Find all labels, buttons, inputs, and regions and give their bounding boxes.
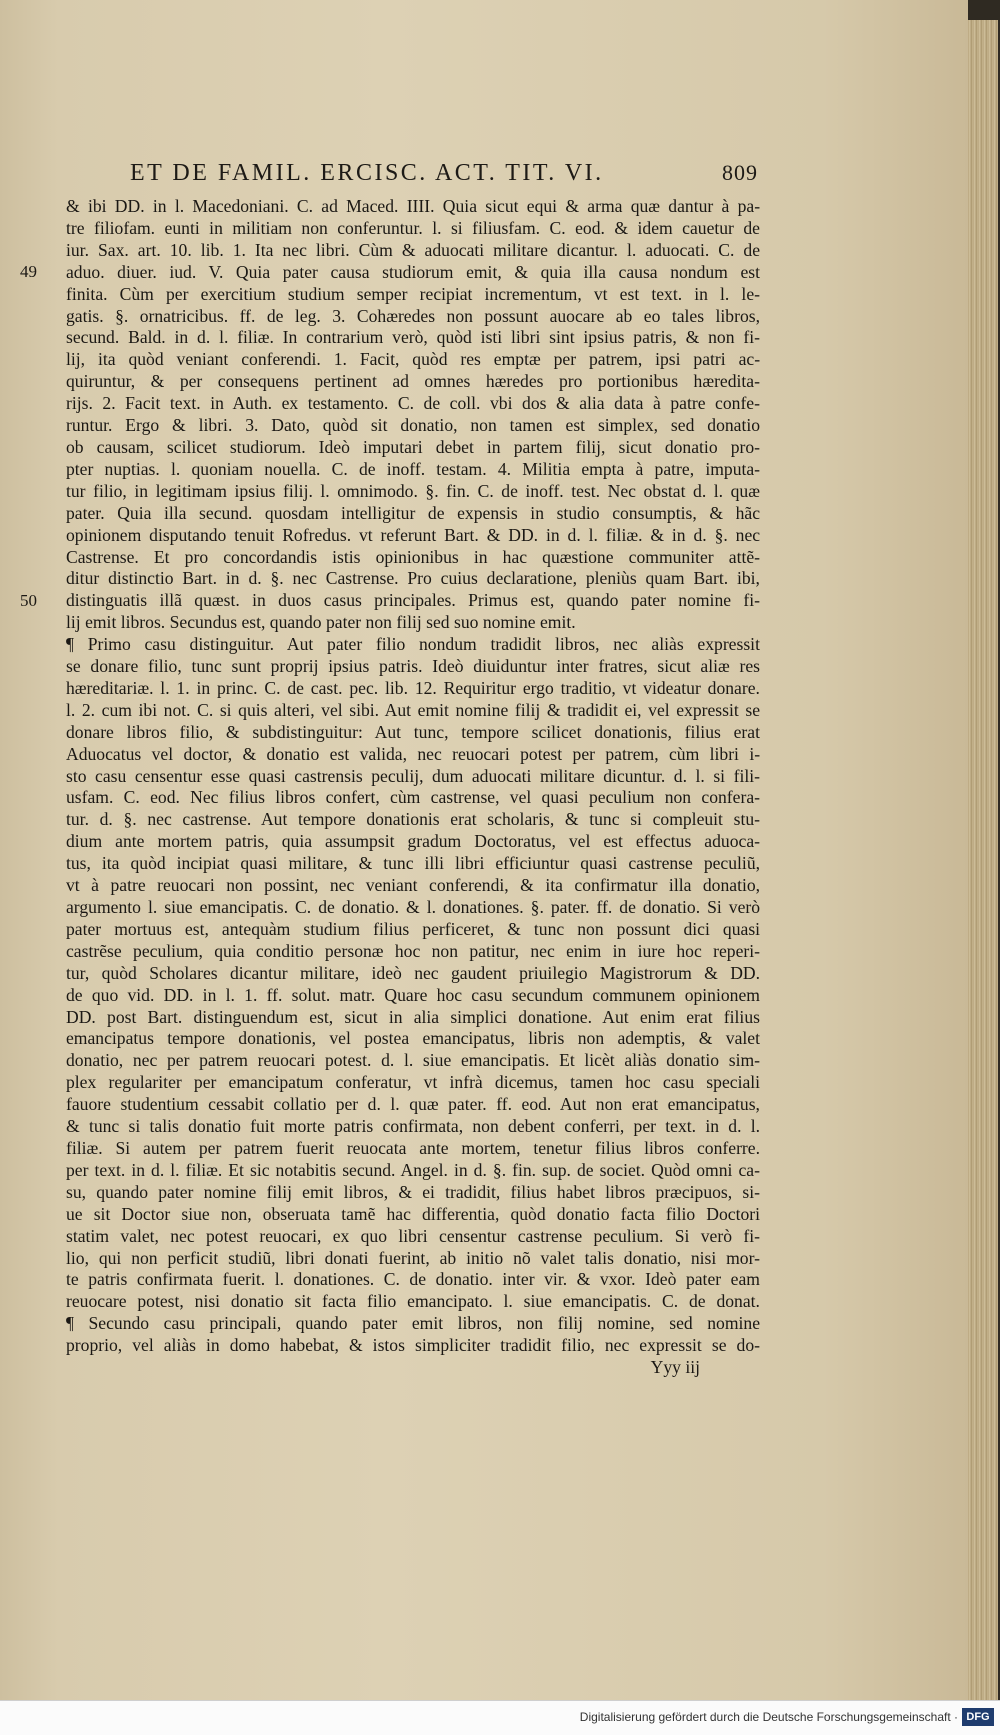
text-line: lij emit libros. Secundus est, quando pater non filij sed suo nomine emit. bbox=[66, 612, 576, 633]
text-line: tur filio, in legitimam ipsius filij. l. omnimodo. §. fin. C. de inoff. test. Nec obstat d. l. quæ bbox=[66, 480, 760, 501]
text-line: secund. Bald. in d. l. filiæ. In contrarium verò, quòd isti libri sint ipsius patris, & non fi- bbox=[66, 327, 760, 348]
text-line: l. 2. cum ibi not. C. si quis alteri, vel sibi. Aut emit nomine filij & tradidit ei, vel expressit se bbox=[66, 699, 760, 720]
margin-number-49: 49 bbox=[20, 262, 37, 281]
text-line: tre filiofam. eunti in militiam non conferuntur. l. si filiusfam. C. eod. & idem cauetur de bbox=[66, 217, 760, 238]
folio-number: 809 bbox=[722, 160, 758, 185]
text-line: plex regulariter per emancipatum conferatur, vt infrà dicemus, tamen hoc casu speciali bbox=[66, 1072, 760, 1093]
text-line: pater mortuus est, antequàm studium filius perficeret, & tunc non possunt dici quasi bbox=[66, 918, 760, 939]
page-edges bbox=[968, 20, 998, 1700]
text-line: Castrense. Et pro concordandis istis opinionibus in hac quæstione communiter attẽ- bbox=[66, 546, 760, 567]
text-line: emancipatus tempore donationis, vel postea emancipatus, libris non ademptis, & valet bbox=[66, 1028, 760, 1049]
text-line: donatio, nec per patrem reuocari potest. d. l. siue emancipatis. Et licèt aliàs donatio sim- bbox=[66, 1050, 760, 1071]
text-line: usfam. C. eod. Nec filius libros confert, cùm castrense, vel quasi peculium non confera- bbox=[66, 787, 760, 808]
text-line: per text. in d. l. filiæ. Et sic notabitis secund. Angel. in d. §. fin. sup. de societ. Quòd omni ca- bbox=[66, 1159, 760, 1180]
text-line: proprio, vel aliàs in domo habebat, & istos simpliciter tradidit filio, nec expressit se do- bbox=[66, 1335, 760, 1356]
text-line: Aduocatus vel doctor, & donatio est valida, nec reuocari potest per patrem, cùm libri i- bbox=[66, 743, 760, 764]
text-line: de quo vid. DD. in l. 1. ff. solut. matr. Quare hoc casu secundum communem opinionem bbox=[66, 984, 760, 1005]
text-line: pter nuptias. l. quoniam nouella. C. de inoff. testam. 4. Militia empta à patre, imputa- bbox=[66, 458, 760, 479]
digitization-footer bbox=[0, 1700, 1000, 1735]
page-header bbox=[130, 160, 758, 187]
text-line: quiruntur, & per consequens pertinent ad omnes hæredes pro portionibus hæredita- bbox=[66, 371, 760, 392]
text-line: filiæ. Si autem per patrem fuerit reuocata ante mortem, tenetur filius libros conferre. bbox=[66, 1137, 760, 1158]
text-line: tus, ita quòd incipiat quasi militare, & tunc illi libri efficiuntur quasi castrense peculiũ, bbox=[66, 853, 760, 874]
text-line: fauore studentium cessabit collatio per d. l. quæ pater. ff. eod. Aut non erat emancipatus, bbox=[66, 1094, 760, 1115]
text-line: lij, ita quòd veniant conferendi. 1. Facit, quòd res emptæ per patrem, ipsi patri ac- bbox=[66, 349, 760, 370]
text-line: lio, qui non perficit studiũ, libri donati fuerint, ab initio nõ valet talis donatio, nisi mor- bbox=[66, 1247, 760, 1268]
text-line: tur. d. §. nec castrense. Aut tempore donationis erat scholaris, & tunc si compleuit stu- bbox=[66, 809, 760, 830]
text-line: ¶ Secundo casu principali, quando pater emit libros, non filij nomine, sed nomine bbox=[66, 1313, 760, 1334]
text-line: ¶ Primo casu distinguitur. Aut pater filio nondum tradidit libros, nec aliàs expressit bbox=[66, 634, 760, 655]
text-line: argumento l. siue emancipatis. C. de donatio. & l. donationes. §. pater. ff. de donatio. Si verò bbox=[66, 897, 760, 917]
body-text bbox=[66, 196, 760, 1379]
text-line: sto casu censentur esse quasi castrensis peculij, dum aduocati militare dicuntur. d. l. si fili- bbox=[66, 765, 760, 786]
text-line: runtur. Ergo & libri. 3. Dato, quòd sit donatio, non tamen est simplex, sed donatio bbox=[66, 415, 760, 436]
funding-credit: Digitalisierung gefördert durch die Deutsche Forschungsgemeinschaft · bbox=[579, 1710, 958, 1724]
text-line: & ibi DD. in l. Macedoniani. C. ad Maced. IIII. Quia sicut equi & arma quæ dantur à pa- bbox=[66, 196, 760, 216]
text-line: pater. Quia illa secund. quosdam intelligitur de expensis in studio consumptis, & hãc bbox=[66, 502, 760, 523]
text-line: ditur distinctio Bart. in d. §. nec Castrense. Pro cuius declaratione, pleniùs quam Bart. ibi, bbox=[66, 568, 760, 589]
text-line: donare libros filio, & subdistinguitur: Aut tunc, tempore scilicet donationis, filius erat bbox=[66, 721, 760, 742]
text-line: gatis. §. ornatricibus. ff. de leg. 3. Cohæredes non possunt auocare ab eo tales libros, bbox=[66, 305, 760, 326]
text-line: iur. Sax. art. 10. lib. 1. Ita nec libri. Cùm & aduocati militare dicantur. l. aduocati. C. de bbox=[66, 239, 760, 260]
dfg-logo: DFG bbox=[962, 1708, 994, 1726]
text-line: se donare filio, tunc sunt proprij ipsius patris. Ideò diuiduntur inter fratres, sicut aliæ res bbox=[66, 656, 760, 677]
text-line: castrẽse peculium, quia conditio personæ hoc non patitur, nec enim in iure hoc reperi- bbox=[66, 940, 760, 961]
text-line: dium ante mortem patris, quia assumpsit gradum Doctoratus, vel est effectus aduoca- bbox=[66, 831, 760, 852]
text-line: reuocare potest, nisi donatio sit facta filio emancipato. l. siue emancipatis. C. de donat. bbox=[66, 1291, 760, 1312]
text-line: hæreditariæ. l. 1. in princ. C. de cast. pec. lib. 12. Requiritur ergo traditio, vt videatur donare. bbox=[66, 677, 760, 698]
text-line: rijs. 2. Facit text. in Auth. ex testamento. C. de coll. vbi dos & alia data à patre confe- bbox=[66, 393, 760, 414]
running-title: ET DE FAMIL. ERCISC. ACT. TIT. VI. bbox=[130, 160, 604, 186]
text-line: ue sit Doctor siue non, obseruata tamẽ hac differentia, quòd donatio facta filio Doctori bbox=[66, 1203, 760, 1224]
text-line: tur, quòd Scholares dicantur militare, ideò nec gaudent priuilegio Magistrorum & DD. bbox=[66, 962, 760, 983]
text-line: su, quando pater nomine filij emit libros, & ei tradidit, filius habet libros præcipuos, si- bbox=[66, 1181, 760, 1202]
text-line: aduo. diuer. iud. V. Quia pater causa studiorum emit, & quia illa causa nondum est bbox=[66, 261, 760, 282]
text-line: DD. post Bart. distinguendum est, sicut in alia simplici donatione. Aut enim erat filius bbox=[66, 1006, 760, 1027]
text-line: finita. Cùm per exercitium studium semper recipiat incrementum, vt est text. in l. le- bbox=[66, 283, 760, 304]
text-line: te patris confirmata fuerit. l. donationes. C. de donatio. inter vir. & vxor. Ideò pater eam bbox=[66, 1269, 760, 1290]
text-line: & tunc si talis donatio fuit morte patris confirmata, non debent conferri, per text. in d. l. bbox=[66, 1116, 760, 1137]
text-line: ob causam, scilicet studiorum. Ideò imputari debet in partem filij, sicut donatio pro- bbox=[66, 436, 760, 457]
text-line: statim valet, nec potest reuocari, ex quo libri censentur castrense peculium. Si verò fi- bbox=[66, 1225, 760, 1246]
text-line: vt à patre reuocari non possint, nec veniant conferendi, & ita confirmatur illa donatio, bbox=[66, 875, 760, 896]
margin-number-50: 50 bbox=[20, 591, 37, 610]
text-line: opinionem disputando tenuit Rofredus. vt referunt Bart. & DD. in d. l. filiæ. & in d. §. nec bbox=[66, 524, 760, 545]
text-line: distinguatis illã quæst. in duos casus principales. Primus est, quando pater nomine fi- bbox=[66, 590, 760, 611]
signature-mark: Yyy iij bbox=[650, 1357, 700, 1378]
